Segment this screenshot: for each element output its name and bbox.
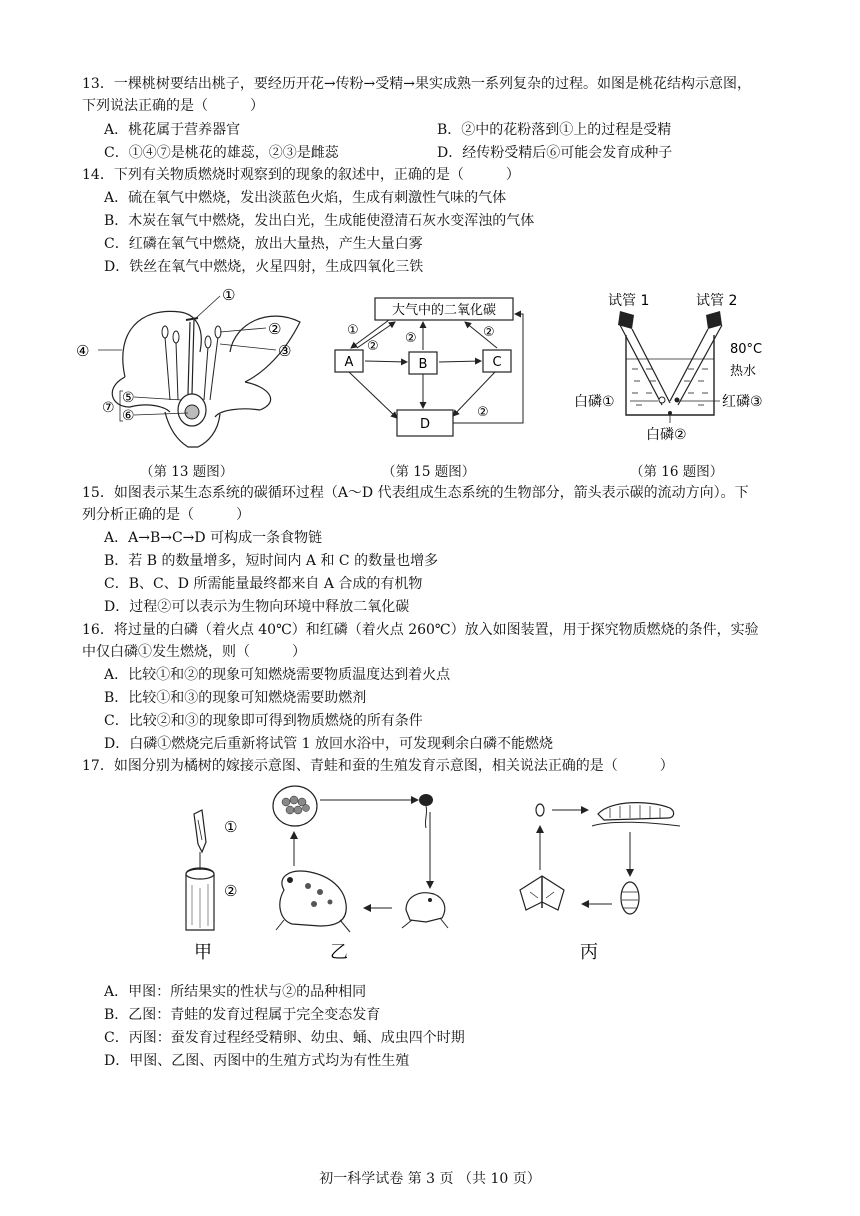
arrow-label-1: ① xyxy=(347,323,359,338)
q16-stem-line2: 中仅白磷①发生燃烧，则（ ） xyxy=(82,644,306,660)
fig15-caption: （第 15 题图） xyxy=(382,464,476,480)
node-b: B xyxy=(418,357,428,372)
q17-option-c: C．丙图：蚕发育过程经受精卵、幼虫、蛹、成虫四个时期 xyxy=(104,1030,465,1046)
q13-option-d: D．经传粉受精后⑥可能会发育成种子 xyxy=(437,145,673,161)
silkworm-lifecycle-illustration xyxy=(520,803,680,963)
fig16-caption: （第 16 题图） xyxy=(630,464,724,480)
q13-option-b: B．②中的花粉落到①上的过程是受精 xyxy=(437,122,672,138)
arrow-label-2d: ② xyxy=(477,405,489,420)
arrow-label-2a: ② xyxy=(367,339,379,354)
q13-option-c: C．①④⑦是桃花的雄蕊，②③是雌蕊 xyxy=(104,145,339,161)
q15-option-d: D．过程②可以表示为生物向环境中释放二氧化碳 xyxy=(104,599,410,615)
flower-label-2: ② xyxy=(268,320,282,338)
co2-box-label: 大气中的二氧化碳 xyxy=(391,303,497,318)
flower-label-1: ① xyxy=(222,286,236,304)
temp-label: 80°C xyxy=(730,342,763,357)
q14-option-a: A．硫在氧气中燃烧，发出淡蓝色火焰，生成有刺激性气味的气体 xyxy=(104,190,507,206)
q16-option-b: B．比较①和③的现象可知燃烧需要助燃剂 xyxy=(104,690,367,706)
carbon-cycle-diagram xyxy=(325,292,550,442)
tube1-label: 试管 1 xyxy=(608,293,650,309)
q14-option-c: C．红磷在氧气中燃烧，放出大量热，产生大量白雾 xyxy=(104,236,423,252)
graft-label-1: ① xyxy=(224,818,238,836)
reproduction-diagrams xyxy=(180,780,700,965)
flower-label-6: ⑥ xyxy=(122,408,135,424)
q16-option-d: D．白磷①燃烧完后重新将试管 1 放回水浴中，可发现剩余白磷不能燃烧 xyxy=(104,736,554,752)
q14-option-d: D．铁丝在氧气中燃烧，火星四射，生成四氧化三铁 xyxy=(104,259,424,275)
flower-label-7: ⑦ xyxy=(102,400,115,416)
grafting-illustration xyxy=(186,810,237,963)
q16-option-a: A．比较①和②的现象可知燃烧需要物质温度达到着火点 xyxy=(104,667,451,683)
q15-option-a: A．A→B→C→D 可构成一条食物链 xyxy=(104,530,323,546)
node-c: C xyxy=(492,355,502,370)
q17-option-b: B．乙图：青蛙的发育过程属于完全变态发育 xyxy=(104,1007,381,1023)
combustion-apparatus-diagram xyxy=(570,287,785,447)
node-d: D xyxy=(419,417,431,432)
arrow-label-2b: ② xyxy=(405,331,417,346)
q15-stem-line2: 列分析正确的是（ ） xyxy=(82,507,250,523)
hot-water-label: 热水 xyxy=(730,364,757,379)
figure-yi-label: 乙 xyxy=(330,942,348,963)
page-footer: 初一科学试卷 第 3 页 （共 10 页） xyxy=(319,1171,541,1187)
red-phosphorus-3-label: 红磷③ xyxy=(722,394,763,410)
flower-label-5: ⑤ xyxy=(122,390,135,406)
white-phosphorus-1-label: 白磷① xyxy=(574,394,615,410)
q15-option-b: B．若 B 的数量增多，短时间内 A 和 C 的数量也增多 xyxy=(104,553,439,569)
q14-stem: 14．下列有关物质燃烧时观察到的现象的叙述中，正确的是（ ） xyxy=(82,167,520,183)
figure-bing-label: 丙 xyxy=(580,942,598,963)
q13-stem-line2: 下列说法正确的是（ ） xyxy=(82,98,264,114)
q15-option-c: C．B、C、D 所需能量最终都来自 A 合成的有机物 xyxy=(104,576,423,592)
flower-label-3: ③ xyxy=(278,342,292,360)
q13-option-a: A．桃花属于营养器官 xyxy=(104,122,241,138)
graft-label-2: ② xyxy=(224,882,238,900)
q16-stem-line1: 16．将过量的白磷（着火点 40℃）和红磷（着火点 260℃）放入如图装置，用于探究物质燃烧的条件，实验 xyxy=(82,622,759,638)
q17-option-a: A．甲图：所结果实的性状与②的品种相同 xyxy=(104,984,367,1000)
q15-stem-line1: 15．如图表示某生态系统的碳循环过程（A～D 代表组成生态系统的生物部分，箭头表示碳的流动方向）。下 xyxy=(82,485,749,501)
frog-lifecycle-illustration xyxy=(273,786,448,963)
flower-label-4: ④ xyxy=(76,342,90,360)
node-a: A xyxy=(344,355,354,370)
tube2-label: 试管 2 xyxy=(696,293,738,309)
q14-option-b: B．木炭在氧气中燃烧，发出白光，生成能使澄清石灰水变浑浊的气体 xyxy=(104,213,535,229)
q16-option-c: C．比较②和③的现象即可得到物质燃烧的所有条件 xyxy=(104,713,423,729)
q17-stem: 17．如图分别为橘树的嫁接示意图、青蛙和蚕的生殖发育示意图，相关说法正确的是（ ） xyxy=(82,758,674,774)
white-phosphorus-2-label: 白磷② xyxy=(646,427,687,443)
arrow-label-2c: ② xyxy=(483,325,495,340)
q17-option-d: D．甲图、乙图、丙图中的生殖方式均为有性生殖 xyxy=(104,1053,410,1069)
figure-jia-label: 甲 xyxy=(194,942,212,963)
peach-flower-diagram xyxy=(70,282,310,458)
fig13-caption: （第 13 题图） xyxy=(140,464,234,480)
q13-stem-line1: 13．一棵桃树要结出桃子，要经历开花→传粉→受精→果实成熟一系列复杂的过程。如图是桃花结构示意图， xyxy=(82,76,752,92)
